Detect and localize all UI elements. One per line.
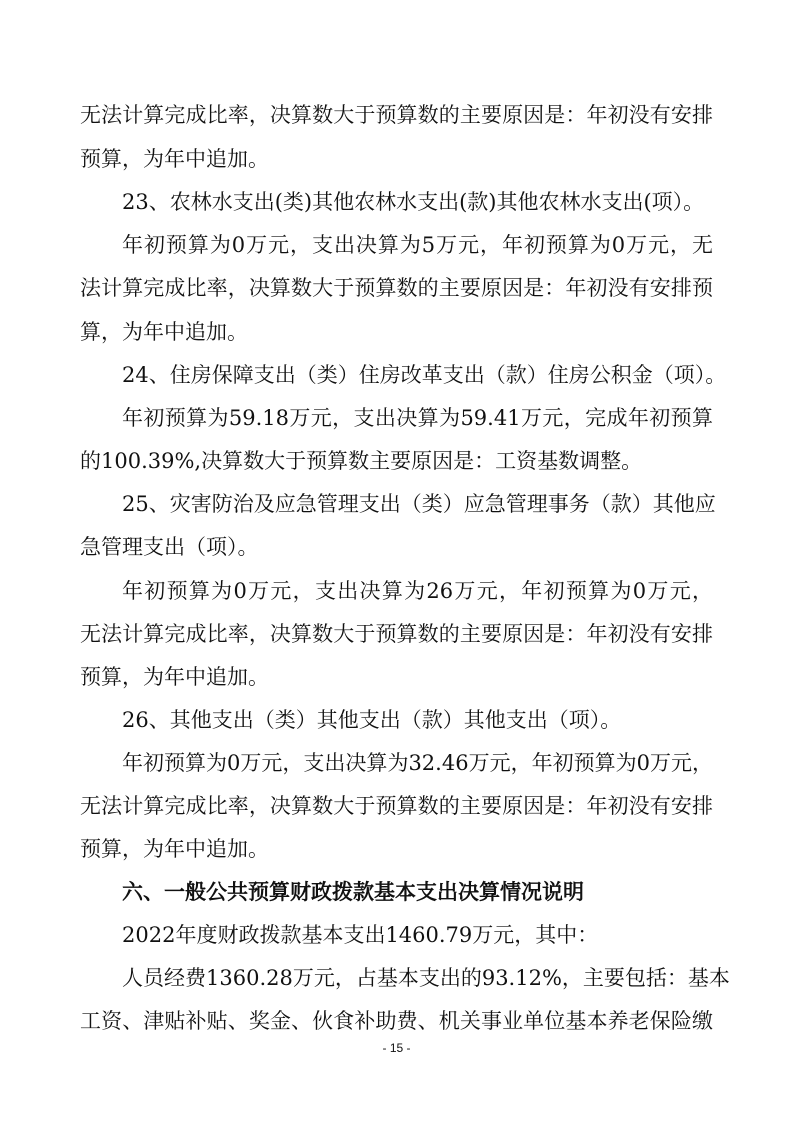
paragraph-line: 人员经费1360.28万元，占基本支出的93.12%，主要包括：基本 bbox=[122, 966, 730, 990]
paragraph-line: 法计算完成比率，决算数大于预算数的主要原因是：年初没有安排预 bbox=[80, 276, 713, 300]
paragraph-line: 年初预算为0万元，支出决算为26万元，年初预算为0万元， bbox=[122, 579, 713, 603]
paragraph-line: 2022年度财政拨款基本支出1460.79万元，其中： bbox=[122, 923, 599, 947]
paragraph-line: 无法计算完成比率，决算数大于预算数的主要原因是：年初没有安排 bbox=[80, 103, 713, 127]
paragraph-line: 预算，为年中追加。 bbox=[80, 665, 269, 689]
paragraph-line: 年初预算为59.18万元，支出决算为59.41万元，完成年初预算 bbox=[122, 406, 713, 430]
page-number: - 15 - bbox=[382, 1041, 411, 1055]
paragraph-line: 年初预算为0万元，支出决算为5万元，年初预算为0万元，无 bbox=[122, 233, 713, 257]
item-heading-23: 23、农林水支出(类)其他农林水支出(款)其他农林水支出(项）。 bbox=[122, 190, 705, 214]
paragraph-line: 算，为年中追加。 bbox=[80, 320, 248, 344]
item-heading-25: 25、灾害防治及应急管理支出（类）应急管理事务（款）其他应 bbox=[122, 492, 716, 516]
item-heading-26: 26、其他支出（类）其他支出（款）其他支出（项）。 bbox=[122, 708, 622, 732]
paragraph-line: 无法计算完成比率，决算数大于预算数的主要原因是：年初没有安排 bbox=[80, 794, 713, 818]
paragraph-line: 无法计算完成比率，决算数大于预算数的主要原因是：年初没有安排 bbox=[80, 622, 713, 646]
paragraph-line: 预算，为年中追加。 bbox=[80, 837, 269, 861]
paragraph-line: 的100.39%,决算数大于预算数主要原因是：工资基数调整。 bbox=[80, 449, 643, 473]
paragraph-line: 年初预算为0万元，支出决算为32.46万元，年初预算为0万元， bbox=[122, 751, 713, 775]
item-heading-24: 24、住房保障支出（类）住房改革支出（款）住房公积金（项）。 bbox=[122, 363, 727, 387]
paragraph-line: 工资、津贴补贴、奖金、伙食补助费、机关事业单位基本养老保险缴 bbox=[80, 1009, 713, 1033]
paragraph-line: 预算，为年中追加。 bbox=[80, 147, 269, 171]
section-heading: 六、一般公共预算财政拨款基本支出决算情况说明 bbox=[122, 880, 584, 904]
item-heading-25-continued: 急管理支出（项）。 bbox=[80, 535, 259, 559]
